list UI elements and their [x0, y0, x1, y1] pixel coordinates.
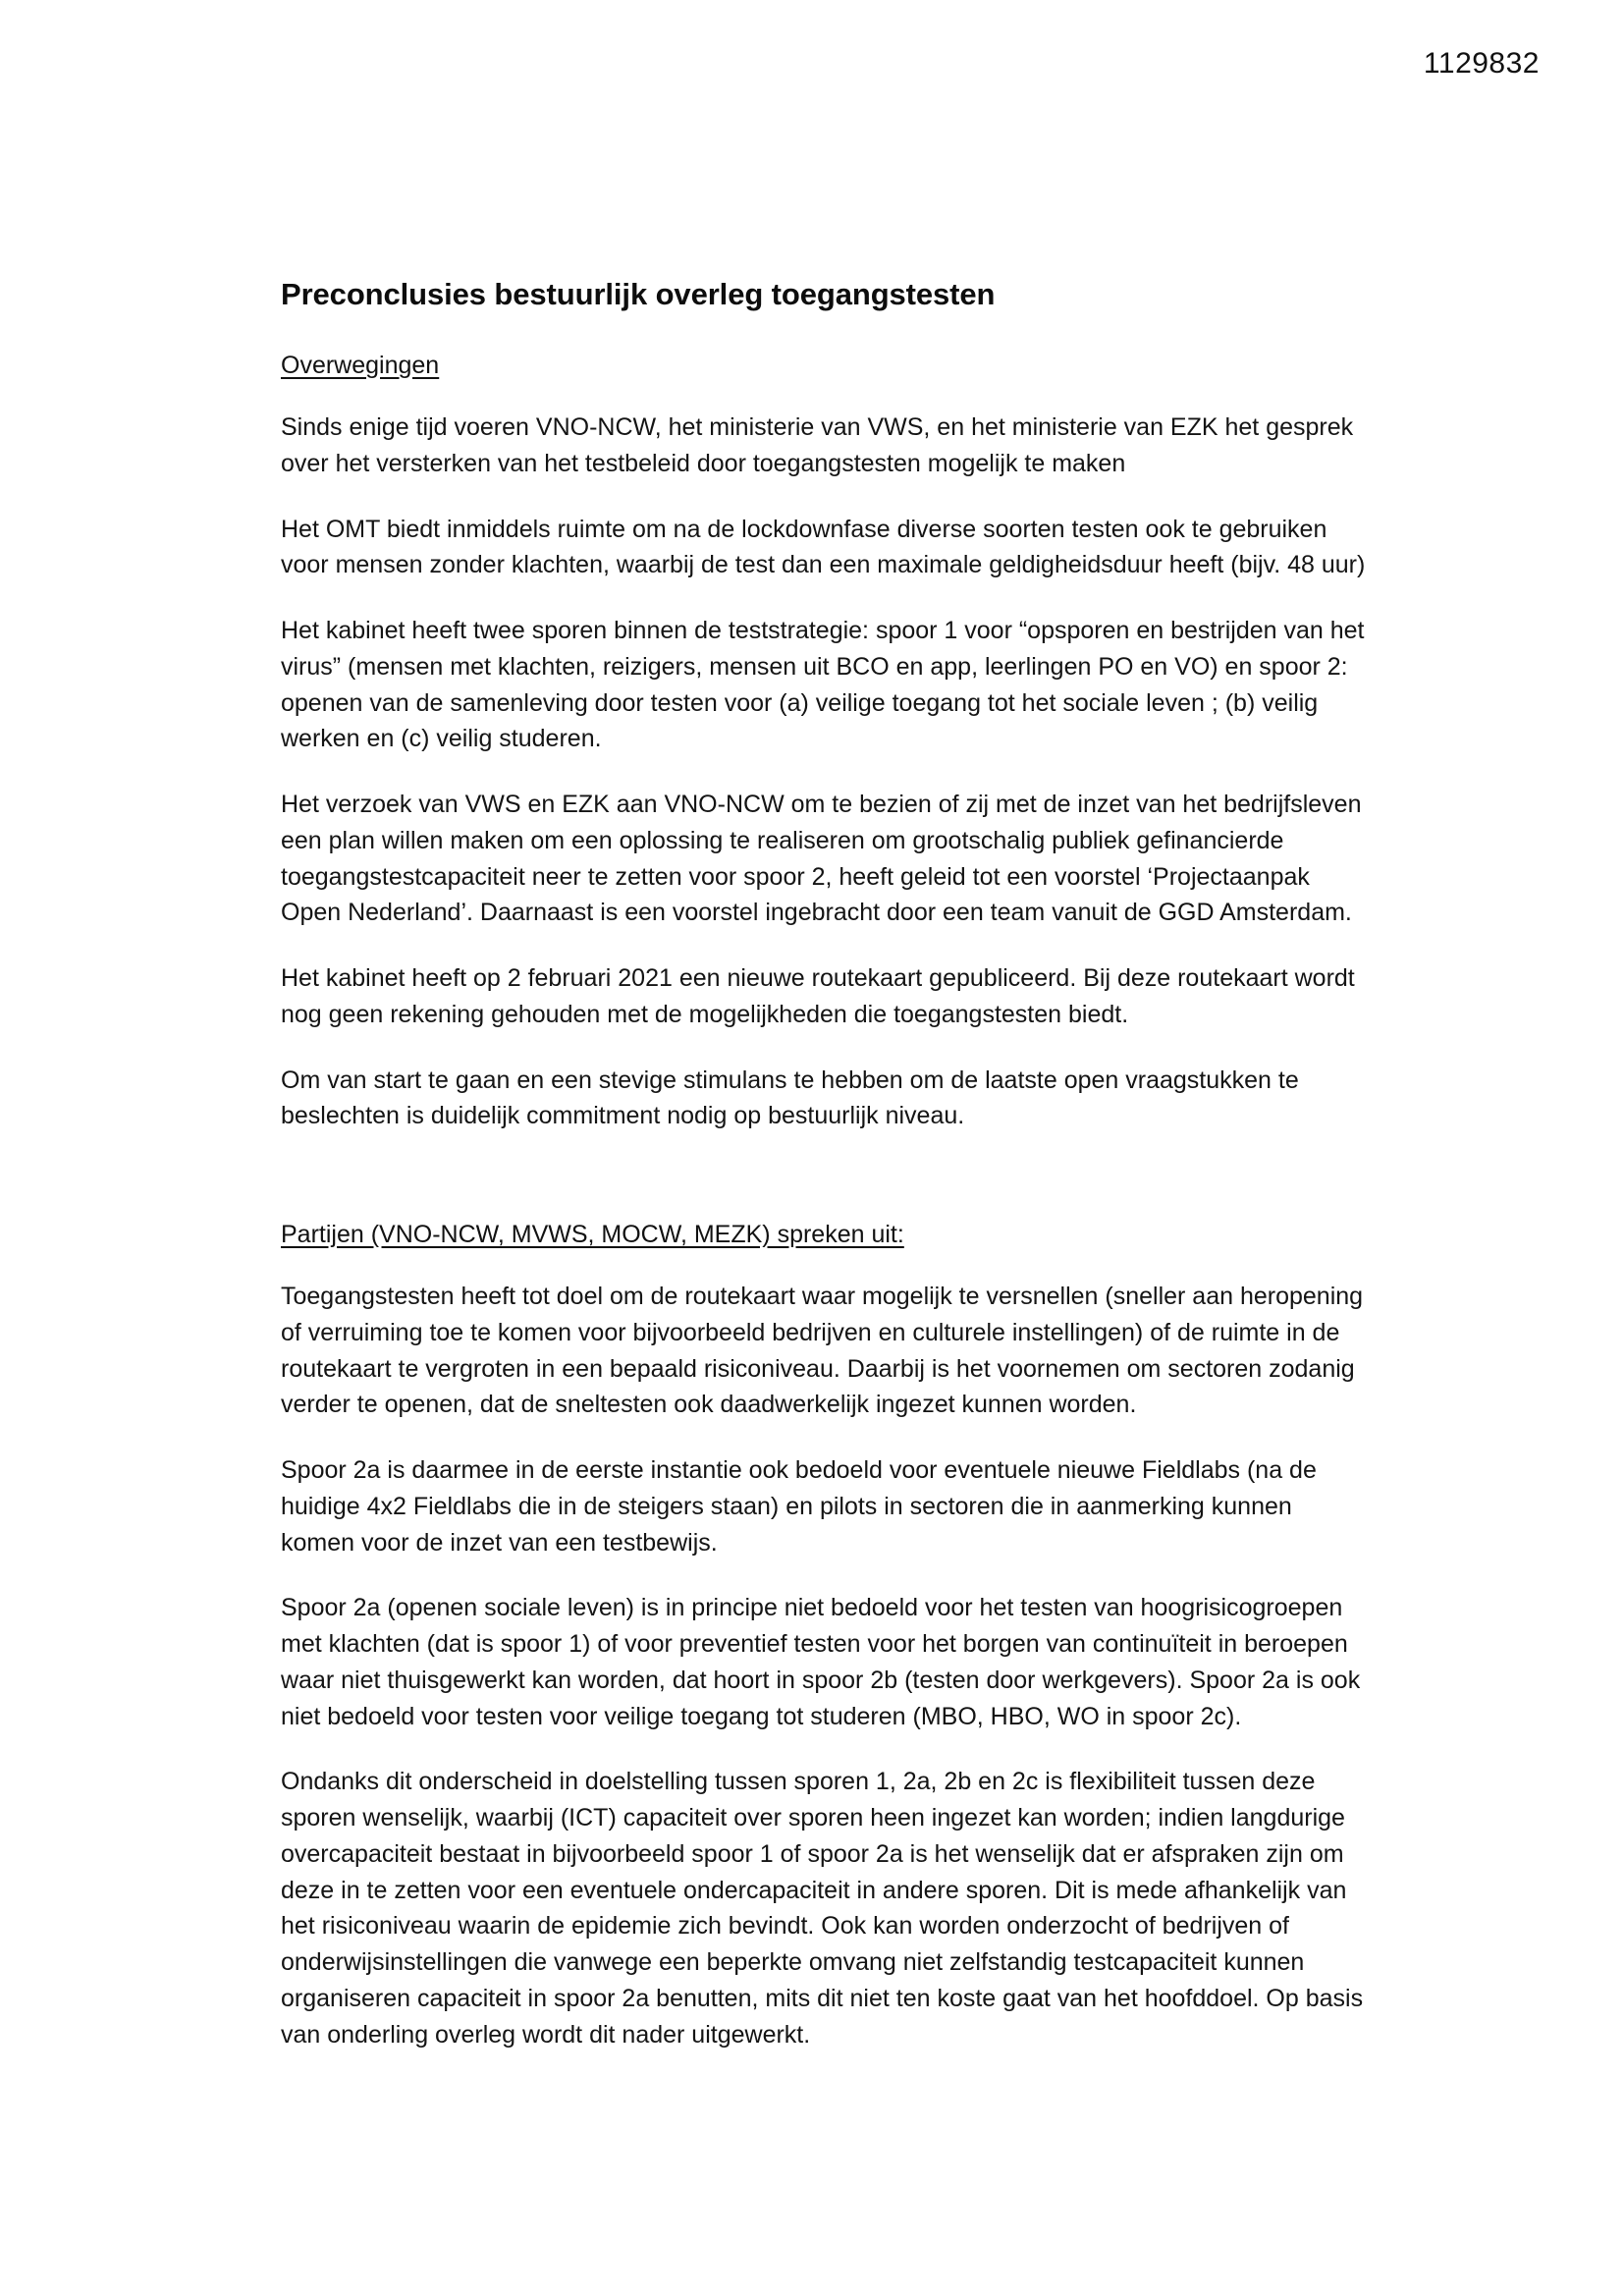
paragraph: Sinds enige tijd voeren VNO-NCW, het ministerie van VWS, en het ministerie van EZK het gesprek over het versterken van het testbeleid door toegangstesten mogelijk te maken	[281, 413, 1354, 477]
page-title: Preconclusies bestuurlijk overleg toegangstesten	[281, 277, 996, 311]
section-heading-overwegingen: Overwegingen	[281, 352, 440, 379]
paragraph: Toegangstesten heeft tot doel om de routekaart waar mogelijk te versnellen (sneller aan heropening of verruiming toe te komen voor bijvoorbeeld bedrijven en culturele instellingen) of de ruimte in de routekaart te vergroten in een bepaald risiconiveau. Daarbij is het voornemen om sectoren zodanig verder te openen, dat de sneltesten ook daadwerkelijk ingezet kunnen worden.	[281, 1283, 1364, 1419]
paragraph: Het kabinet heeft twee sporen binnen de teststrategie: spoor 1 voor “opsporen en bestrijden van het virus” (mensen met klachten, reizigers, mensen uit BCO en app, leerlingen PO en VO) en spoor 2: openen van de samenleving door testen voor (a) veilige toegang tot het sociale leven ; (b) veilig werken en (c) veilig studeren.	[281, 617, 1365, 753]
paragraph: Spoor 2a (openen sociale leven) is in principe niet bedoeld voor het testen van hoogrisicogroepen met klachten (dat is spoor 1) of voor preventief testen voor het borgen van continuïteit in beroepen waar niet thuisgewerkt kan worden, dat hoort in spoor 2b (testen door werkgevers). Spoor 2a is ook niet bedoeld voor testen voor veilige toegang tot studeren (MBO, HBO, WO in spoor 2c).	[281, 1594, 1361, 1730]
document-body	[281, 277, 1371, 2052]
paragraph: Spoor 2a is daarmee in de eerste instantie ook bedoeld voor eventuele nieuwe Fieldlabs (na de huidige 4x2 Fieldlabs die in de steigers staan) en pilots in sectoren die in aanmerking kunnen komen voor de inzet van een testbewijs.	[281, 1456, 1317, 1557]
section-heading-partijen: Partijen (VNO-NCW, MVWS, MOCW, MEZK) spreken uit:	[281, 1221, 904, 1248]
page-number: 1129832	[1423, 47, 1540, 80]
paragraph: Het verzoek van VWS en EZK aan VNO-NCW om te bezien of zij met de inzet van het bedrijfsleven een plan willen maken om een oplossing te realiseren om grootschalig publiek gefinancierde toegangstestcapaciteit neer te zetten voor spoor 2, heeft geleid tot een voorstel ‘Projectaanpak Open Nederland’. Daarnaast is een voorstel ingebracht door een team vanuit de GGD Amsterdam.	[281, 791, 1362, 927]
paragraph: Om van start te gaan en een stevige stimulans te hebben om de laatste open vraagstukken te beslechten is duidelijk commitment nodig op bestuurlijk niveau.	[281, 1066, 1299, 1130]
paragraph: Het OMT biedt inmiddels ruimte om na de lockdownfase diverse soorten testen ook te gebruiken voor mensen zonder klachten, waarbij de test dan een maximale geldigheidsduur heeft (bijv. 48 uur)	[281, 515, 1366, 579]
section-spacer	[281, 1164, 1371, 1221]
paragraph: Het kabinet heeft op 2 februari 2021 een nieuwe routekaart gepubliceerd. Bij deze routekaart wordt nog geen rekening gehouden met de mogelijkheden die toegangstesten biedt.	[281, 964, 1355, 1028]
paragraph: Ondanks dit onderscheid in doelstelling tussen sporen 1, 2a, 2b en 2c is flexibiliteit tussen deze sporen wenselijk, waarbij (ICT) capaciteit over sporen heen ingezet kan worden; indien langdurige overcapaciteit bestaat in bijvoorbeeld spoor 1 of spoor 2a is het wenselijk dat er afspraken zijn om deze in te zetten voor een eventuele ondercapaciteit in andere sporen. Dit is mede afhankelijk van het risiconiveau waarin de epidemie zich bevindt. Ook kan worden onderzocht of bedrijven of onderwijsinstellingen die vanwege een beperkte omvang niet zelfstandig testcapaciteit kunnen organiseren capaciteit in spoor 2a benutten, mits dit niet ten koste gaat van het hoofddoel. Op basis van onderling overleg wordt dit nader uitgewerkt.	[281, 1768, 1364, 2049]
